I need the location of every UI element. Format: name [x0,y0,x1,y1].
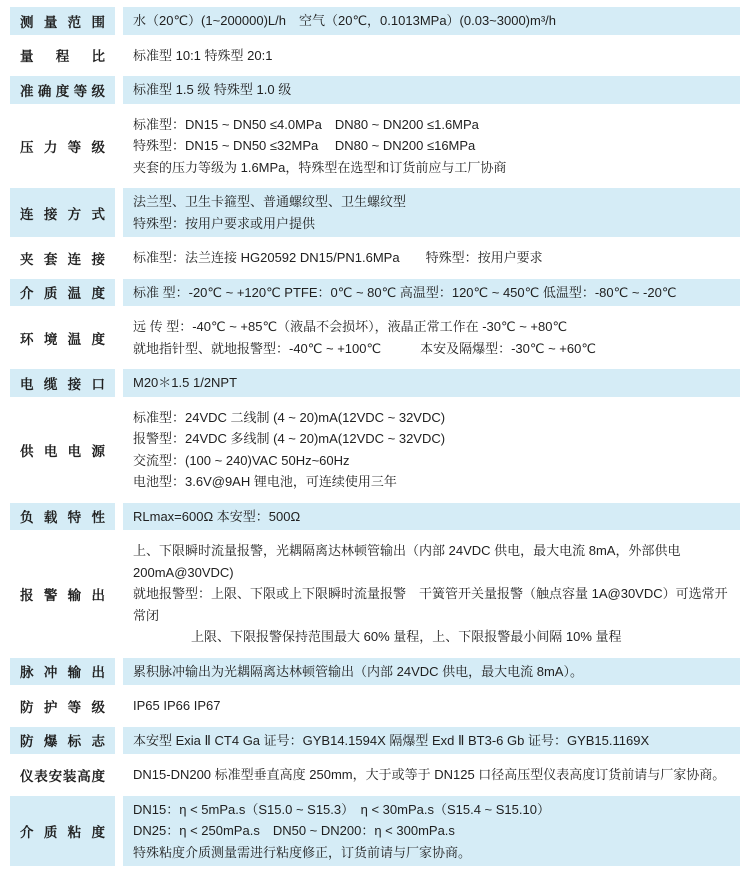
spec-label [10,503,115,531]
spec-value [123,42,740,70]
spec-value-line: 上、下限瞬时流量报警，光耦隔离达林顿管输出（内部 24VDC 供电，最大电流 8mA，外部供电 200mA@30VDC) [133,543,681,580]
spec-value-line: 特殊粘度介质测量需进行粘度修正，订货前请与厂家协商。 [133,844,472,860]
spec-value [123,279,740,307]
spec-label-text: 电缆接口 [20,376,105,392]
spec-value [123,503,740,531]
spec-label-text: 测量范围 [20,14,105,30]
spec-label [10,369,115,397]
spec-value-line: 上限、下限报警保持范围最大 60% 量程，上、下限报警最小间隔 10% 量程 [191,629,622,644]
row-medium-temperature [10,279,740,307]
spec-value-line: RLmax=600Ω 本安型：500Ω [133,508,301,524]
row-accuracy-class [10,76,740,104]
spec-label-text: 供电电源 [20,443,105,459]
spec-value-line: 就地指针型、就地报警型：-40℃ ~ +100℃ 本安及隔爆型：-30℃ ~ +60℃ [133,340,596,356]
spec-label-text: 环境温度 [20,331,105,347]
spec-label [10,404,115,496]
spec-value [123,369,740,397]
spec-value [123,111,740,182]
spec-value-line: 特殊型：DN15 ~ DN50 ≤32MPa DN80 ~ DN200 ≤16MPa [133,138,476,153]
spec-label-text: 压力等级 [20,139,105,155]
row-measuring-range [10,7,740,35]
spec-value [123,7,740,35]
spec-value-line: DN25：η < 250mPa.s DN50 ~ DN200：η < 300mPa.s [133,823,455,838]
spec-value-line: 水（20℃）(1~200000)L/h 空气（20℃，0.1013MPa）(0.03~3000)m³/h [133,13,557,28]
spec-label [10,7,115,35]
spec-label [10,692,115,720]
spec-label [10,279,115,307]
spec-label [10,761,115,789]
spec-label-text: 防爆标志 [20,734,105,750]
row-turndown-ratio [10,42,740,70]
row-ambient-temperature [10,313,740,362]
spec-value [123,313,740,362]
spec-label-text: 报警输出 [20,587,105,603]
spec-value [123,76,740,104]
row-explosion-proof-marking [10,727,740,755]
spec-value-line: 法兰型、卫生卡箍型、普通螺纹型、卫生螺纹型 [133,194,407,209]
spec-value-line: 累积脉冲输出为光耦隔离达林顿管输出（内部 24VDC 供电，最大电流 8mA）。 [133,663,583,679]
spec-label-text: 负载特性 [20,510,105,526]
spec-value-line: 标准型：法兰连接 HG20592 DN15/PN1.6MPa 特殊型：按用户要求 [133,250,543,265]
spec-value [123,761,740,789]
row-cable-entry [10,369,740,397]
spec-value-line: 特殊型：按用户要求或用户提供 [133,215,316,231]
spec-label [10,537,115,651]
spec-label-text: 量程比 [20,49,105,65]
spec-value-line: 标准型 1.5 级 特殊型 1.0 级 [133,82,292,97]
row-alarm-output [10,537,740,651]
spec-value-line: 就地报警型：上限、下限或上下限瞬时流量报警 干簧管开关量报警（触点容量 1A@30VDC）可选常开常闭 [133,586,728,623]
spec-label-text: 防护等级 [20,699,105,715]
spec-label [10,244,115,272]
spec-value-line: M20＊1.5 1/2NPT [133,375,238,390]
spec-value [123,404,740,496]
spec-label-text: 介质温度 [20,286,105,302]
spec-label-text: 脉冲输出 [20,665,105,681]
spec-value [123,692,740,720]
spec-value [123,727,740,755]
spec-value-line: 标准 型：-20℃ ~ +120℃ PTFE：0℃ ~ 80℃ 高温型：120℃ ~ 450℃ 低温型：-80℃ ~ -20℃ [133,284,677,300]
spec-value [123,244,740,272]
spec-value-line: 电池型：3.6V@9AH 锂电池，可连续使用三年 [133,474,397,489]
spec-label-text: 连接方式 [20,206,105,222]
spec-value [123,796,740,867]
row-installation-height [10,761,740,789]
row-protection-class [10,692,740,720]
spec-label-text: 仪表安装高度 [20,768,105,784]
spec-value-line: 标准型：DN15 ~ DN50 ≤4.0MPa DN80 ~ DN200 ≤1.6MPa [133,116,479,132]
spec-value-line: 本安型 Exia Ⅱ CT4 Ga 证号：GYB14.1594X 隔爆型 Exd Ⅱ BT3-6 Gb 证号：GYB15.1169X [133,732,650,748]
spec-value-line: 标准型：24VDC 二线制 (4 ~ 20)mA(12VDC ~ 32VDC) [133,409,446,425]
spec-label-text: 介质粘度 [20,824,105,840]
spec-value-line: 夹套的压力等级为 1.6MPa，特殊型在选型和订货前应与工厂协商 [133,159,507,175]
spec-label [10,76,115,104]
spec-value-line: IP65 IP66 IP67 [133,698,221,713]
row-medium-viscosity [10,796,740,867]
spec-value-line: DN15-DN200 标准型垂直高度 250mm，大于或等于 DN125 口径高压型仪表高度订货前请与厂家协商。 [133,767,726,782]
spec-value-line: 交流型：(100 ~ 240)VAC 50Hz~60Hz [133,452,350,468]
row-jacket-connection [10,244,740,272]
spec-label-text: 夹套连接 [20,251,105,267]
spec-label [10,111,115,182]
spec-value-line: 标准型 10:1 特殊型 20:1 [133,47,273,63]
row-load-characteristic [10,503,740,531]
spec-value [123,188,740,237]
spec-value-line: DN15：η < 5mPa.s（S15.0 ~ S15.3） η < 30mPa.s（S15.4 ~ S15.10） [133,801,550,817]
spec-label [10,313,115,362]
spec-label [10,796,115,867]
spec-label [10,727,115,755]
spec-label [10,42,115,70]
spec-value [123,658,740,686]
row-pulse-output [10,658,740,686]
spec-value-line: 报警型：24VDC 多线制 (4 ~ 20)mA(12VDC ~ 32VDC) [133,431,446,446]
spec-value [123,537,740,651]
row-power-supply [10,404,740,496]
spec-label [10,188,115,237]
spec-value-line: 远 传 型：-40℃ ~ +85℃（液晶不会损坏），液晶正常工作在 -30℃ ~ +80℃ [133,319,568,334]
row-pressure-rating [10,111,740,182]
spec-label-text: 准确度等级 [20,83,105,99]
spec-label [10,658,115,686]
row-connection-type [10,188,740,237]
